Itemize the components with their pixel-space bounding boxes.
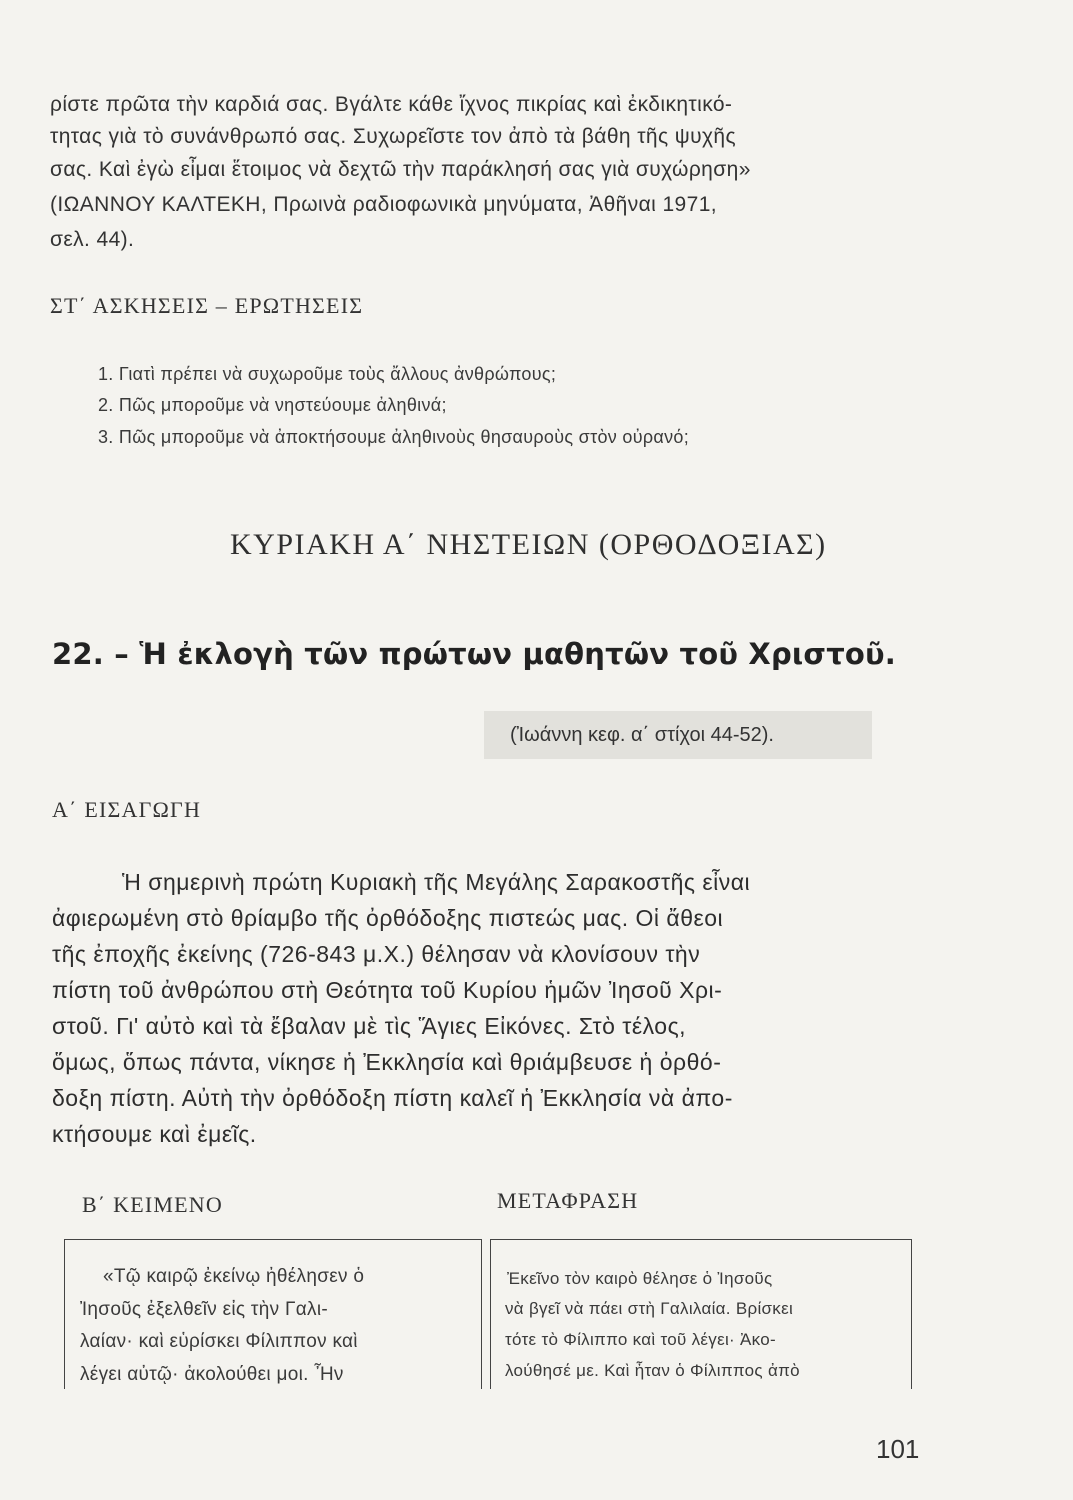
translation-line-1: Ἐκεῖνο τὸν καιρὸ θέλησε ὁ Ἰησοῦς: [507, 1269, 773, 1288]
translation-line-4: λούθησέ με. Καὶ ἦταν ὁ Φίλιππος ἀπὸ: [505, 1361, 800, 1380]
original-text-line-3: λαίαν· καὶ εὑρίσκει Φίλιππον καὶ: [80, 1331, 358, 1352]
intro-line-2: τητας γιὰ τὸ συνάνθρωπό σας. Συχωρεῖστε τον ἀπὸ τὰ βάθη τῆς ψυχῆς: [50, 125, 737, 148]
translation-heading: ΜΕΤΑΦΡΑΣΗ: [497, 1188, 639, 1213]
intro-line-1: ρίστε πρῶτα τὴν καρδιά σας. Βγάλτε κάθε ἴχνος πικρίας καὶ ἐκδικητικό-: [50, 93, 733, 116]
introduction-line-6: ὅμως, ὅπως πάντα, νίκησε ἡ Ἐκκλησία καὶ θριάμβευσε ἡ ὀρθό-: [52, 1049, 722, 1075]
introduction-line-1: Ἡ σημερινὴ πρώτη Κυριακὴ τῆς Μεγάλης Σαρακοστῆς εἶναι: [122, 869, 751, 895]
question-2: 2. Πῶς μποροῦμε νὰ νηστεύουμε ἀληθινά;: [98, 395, 447, 415]
question-3: 3. Πῶς μποροῦμε νὰ ἀποκτήσουμε ἀληθινοὺς θησαυροὺς στὸν οὐρανό;: [98, 427, 689, 447]
intro-line-4: (ΙΩΑΝΝΟΥ ΚΑΛΤΕΚΗ, Πρωινὰ ραδιοφωνικὰ μηνύματα, Ἀθῆναι 1971,: [50, 193, 718, 216]
introduction-line-8: κτήσουμε καὶ ἐμεῖς.: [52, 1121, 257, 1147]
translation-line-3: τότε τὸ Φίλιππο καὶ τοῦ λέγει· Ἀκο-: [505, 1330, 776, 1349]
translation-line-2: νὰ βγεῖ νὰ πάει στὴ Γαλιλαία. Βρίσκει: [505, 1299, 794, 1318]
introduction-heading: Α΄ ΕΙΣΑΓΩΓΗ: [52, 797, 202, 822]
original-text-line-4: λέγει αὐτῷ· ἀκολούθει μοι. Ἦν: [80, 1364, 344, 1385]
original-text-line-1: «Τῷ καιρῷ ἐκείνῳ ἠθέλησεν ὁ: [103, 1266, 365, 1287]
question-1: 1. Γιατὶ πρέπει νὰ συχωροῦμε τοὺς ἄλλους ἀνθρώπους;: [98, 364, 557, 384]
introduction-line-2: ἀφιερωμένη στὸ θρίαμβο τῆς ὀρθόδοξης πιστεώς μας. Οἱ ἄθεοι: [52, 905, 724, 931]
sunday-title: ΚΥΡΙΑΚΗ Α΄ ΝΗΣΤΕΙΩΝ (ΟΡΘΟΔΟΞΙΑΣ): [230, 528, 827, 561]
introduction-line-5: στοῦ. Γι' αὐτὸ καὶ τὰ ἔβαλαν μὲ τὶς Ἅγιες Εἰκόνες. Στὸ τέλος,: [52, 1013, 687, 1039]
introduction-line-4: πίστη τοῦ ἀνθρώπου στὴ Θεότητα τοῦ Κυρίου ἡμῶν Ἰησοῦ Χρι-: [52, 977, 723, 1003]
intro-line-3: σας. Καὶ ἐγὼ εἶμαι ἕτοιμος νὰ δεχτῶ τὴν παράκλησή σας γιὰ συχώρηση»: [50, 158, 751, 181]
introduction-line-7: δοξη πίστη. Αὐτὴ τὴν ὀρθόδοξη πίστη καλεῖ ἡ Ἐκκλησία νὰ ἀπο-: [52, 1085, 733, 1111]
lesson-title: 22. – Ἡ ἐκλογὴ τῶν πρώτων μαθητῶν τοῦ Χριστοῦ.: [52, 637, 897, 671]
page-number: 101: [876, 1434, 920, 1464]
intro-line-5: σελ. 44).: [50, 228, 135, 251]
scripture-reference: (Ἰωάννη κεφ. α΄ στίχοι 44-52).: [510, 724, 774, 746]
introduction-line-3: τῆς ἐποχῆς ἐκείνης (726-843 μ.Χ.) θέλησαν νὰ κλονίσουν τὴν: [52, 941, 701, 967]
text-heading: Β΄ ΚΕΙΜΕΝΟ: [82, 1192, 223, 1217]
original-text-line-2: Ἰησοῦς ἐξελθεῖν εἰς τὴν Γαλι-: [80, 1299, 328, 1320]
exercises-heading: ΣΤ΄ ΑΣΚΗΣΕΙΣ – ΕΡΩΤΗΣΕΙΣ: [50, 293, 364, 318]
